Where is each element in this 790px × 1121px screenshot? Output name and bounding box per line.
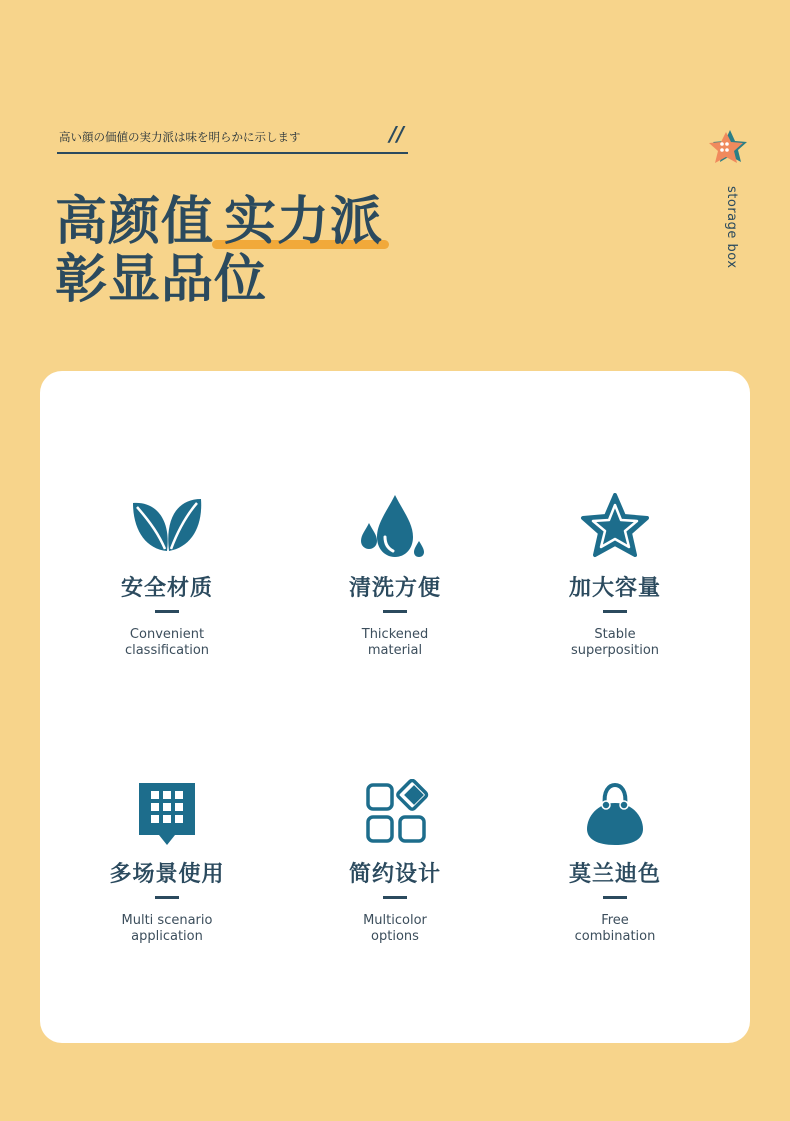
feature-description: Multi scenario application: [121, 913, 213, 944]
features-card: [40, 371, 750, 1043]
headline-line-2: 彰显品位: [55, 250, 268, 310]
side-label: storage box: [724, 186, 739, 269]
feature-title: 安全材质: [120, 576, 213, 601]
feature-description: Convenient classification: [124, 627, 210, 658]
star-icon: [575, 493, 655, 565]
decorative-slashes: //: [389, 122, 404, 146]
feature-description: Thickened material: [361, 627, 429, 658]
star-logo-icon: [708, 128, 748, 166]
grid-apps-icon: [355, 779, 435, 851]
feature-item: [500, 493, 730, 659]
building-icon: [127, 779, 207, 851]
feature-title: 加大容量: [568, 576, 661, 601]
feature-title: 简约设计: [348, 862, 441, 887]
feature-description: Stable superposition: [570, 627, 660, 658]
feature-item: [280, 779, 510, 945]
headline: [55, 193, 383, 309]
title-underline: [155, 610, 179, 613]
feature-item: [52, 493, 282, 659]
feature-description: Free combination: [574, 913, 656, 944]
feature-item: [52, 779, 282, 945]
feature-title: 多场景使用: [109, 862, 225, 887]
title-underline: [155, 896, 179, 899]
feature-item: [500, 779, 730, 945]
title-underline: [383, 610, 407, 613]
leaves-icon: [127, 493, 207, 565]
subtitle-bar: [57, 124, 408, 154]
feature-item: [280, 493, 510, 659]
title-underline: [383, 896, 407, 899]
headline-part-b-highlighted: 实力派: [224, 192, 384, 252]
feature-title: 清洗方便: [348, 576, 441, 601]
headline-part-a: 高颜值: [55, 192, 215, 252]
bag-icon: [575, 779, 655, 851]
feature-description: Multicolor options: [363, 913, 427, 944]
water-drop-icon: [355, 493, 435, 565]
headline-line-1: [55, 193, 383, 251]
feature-title: 莫兰迪色: [568, 862, 661, 887]
title-underline: [603, 610, 627, 613]
title-underline: [603, 896, 627, 899]
subtitle-text: 高い顔の価値の実力派は味を明らかに示します: [59, 130, 301, 144]
